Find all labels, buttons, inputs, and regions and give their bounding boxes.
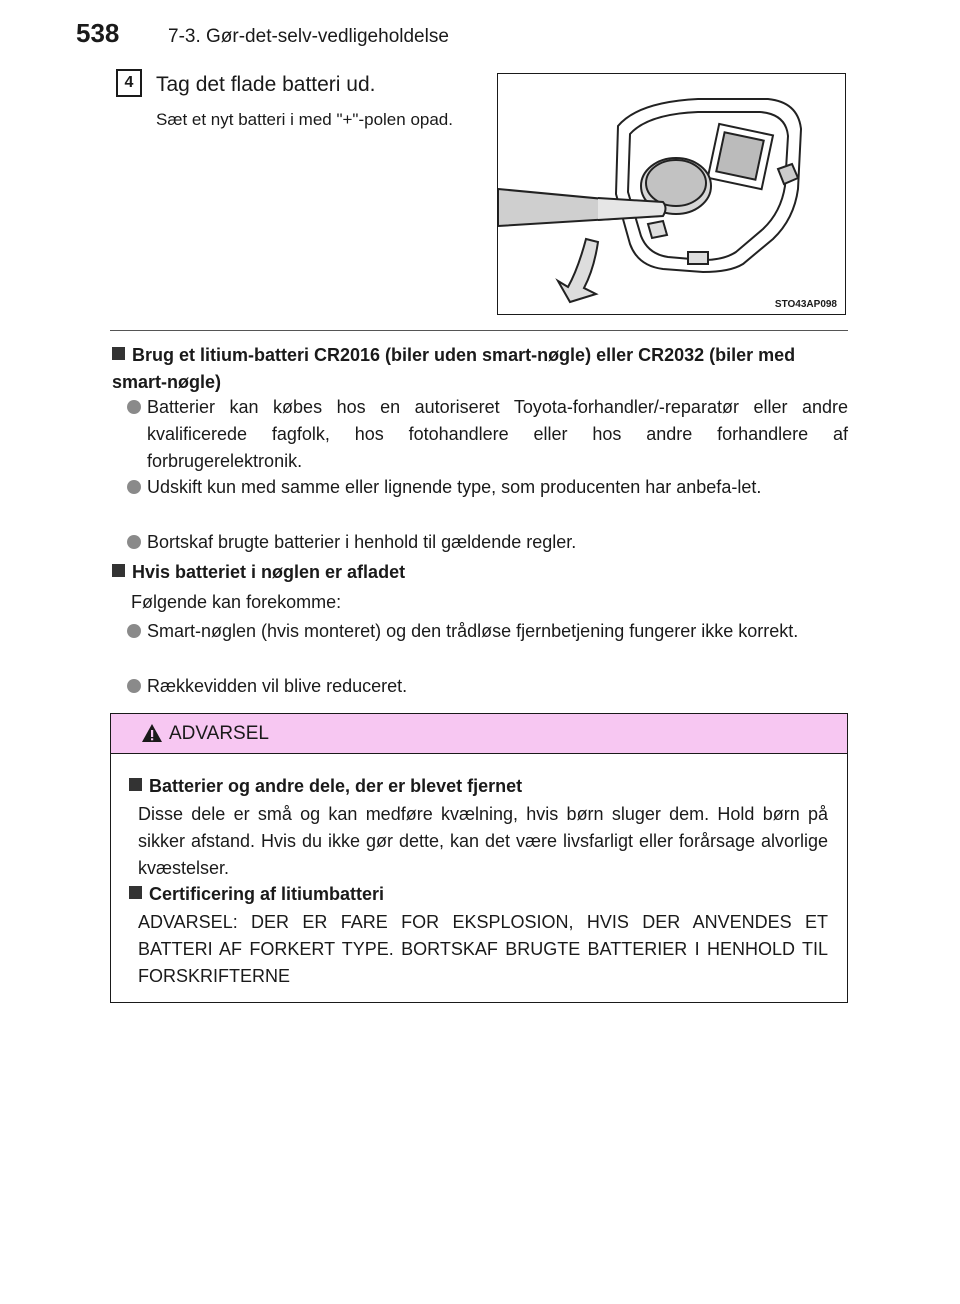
warning-box xyxy=(110,713,848,1003)
key-battery-figure xyxy=(497,73,846,315)
list-item: Smart-nøglen (hvis monteret) og den trådløse fjernbetjening fungerer ikke korrekt. xyxy=(127,618,848,645)
circle-bullet-icon xyxy=(127,480,141,494)
square-bullet-icon xyxy=(112,347,125,360)
list-item: Udskift kun med samme eller lignende type, som producenten har anbefa-let. xyxy=(127,474,848,501)
step-title: Tag det flade batteri ud. xyxy=(156,73,376,96)
circle-bullet-icon xyxy=(127,535,141,549)
page-number: 538 xyxy=(76,18,120,48)
section-title: 7-3. Gør-det-selv-vedligeholdelse xyxy=(168,26,449,47)
warning-item-text: ADVARSEL: DER ER FARE FOR EKSPLOSION, HVIS DER ANVENDES ET BATTERI AF FORKERT TYPE. BORTSKAF BRUGTE BATTERIER I HENHOLD TIL FORSKRIFTERNE xyxy=(138,912,828,986)
section-heading: Hvis batteriet i nøglen er afladet xyxy=(112,559,848,586)
warning-title: ADVARSEL xyxy=(169,723,269,744)
warning-item-heading: Batterier og andre dele, der er blevet fjernet xyxy=(129,773,829,800)
figure-code: STO43AP098 xyxy=(774,299,837,310)
warning-item-text: Disse dele er små og kan medføre kvælning, hvis børn sluger dem. Hold børn på sikker afstand. Hvis du ikke gør dette, kan det være livsfarligt eller forårsage alvorlige kvæstelser. xyxy=(138,804,828,878)
warning-item-heading: Certificering af litiumbatteri xyxy=(129,881,829,908)
list-item: Bortskaf brugte batterier i henhold til gældende regler. xyxy=(127,529,848,556)
section-intro: Følgende kan forekomme: xyxy=(131,592,342,612)
circle-bullet-icon xyxy=(127,679,141,693)
warning-header xyxy=(111,714,847,754)
circle-bullet-icon xyxy=(127,624,141,638)
key-fob-illustration xyxy=(498,74,844,313)
section-heading: Brug et litium-batteri CR2016 (biler uden smart-nøgle) eller CR2032 (biler med smart-nøgle) xyxy=(112,345,796,392)
square-bullet-icon xyxy=(129,886,142,899)
square-bullet-icon xyxy=(129,778,142,791)
warning-triangle-icon xyxy=(141,723,163,743)
divider xyxy=(110,330,848,331)
circle-bullet-icon xyxy=(127,400,141,414)
list-item: Batterier kan købes hos en autoriseret Toyota-forhandler/-reparatør eller andre kvalificerede fagfolk, hos fotohandlere eller hos andre forhandlere af forbrugerelektronik. xyxy=(127,394,848,475)
step-number-badge: 4 xyxy=(116,69,142,97)
square-bullet-icon xyxy=(112,564,125,577)
step-instruction: Sæt et nyt batteri i med "+"-polen opad. xyxy=(156,110,453,129)
list-item: Rækkevidden vil blive reduceret. xyxy=(127,673,848,700)
